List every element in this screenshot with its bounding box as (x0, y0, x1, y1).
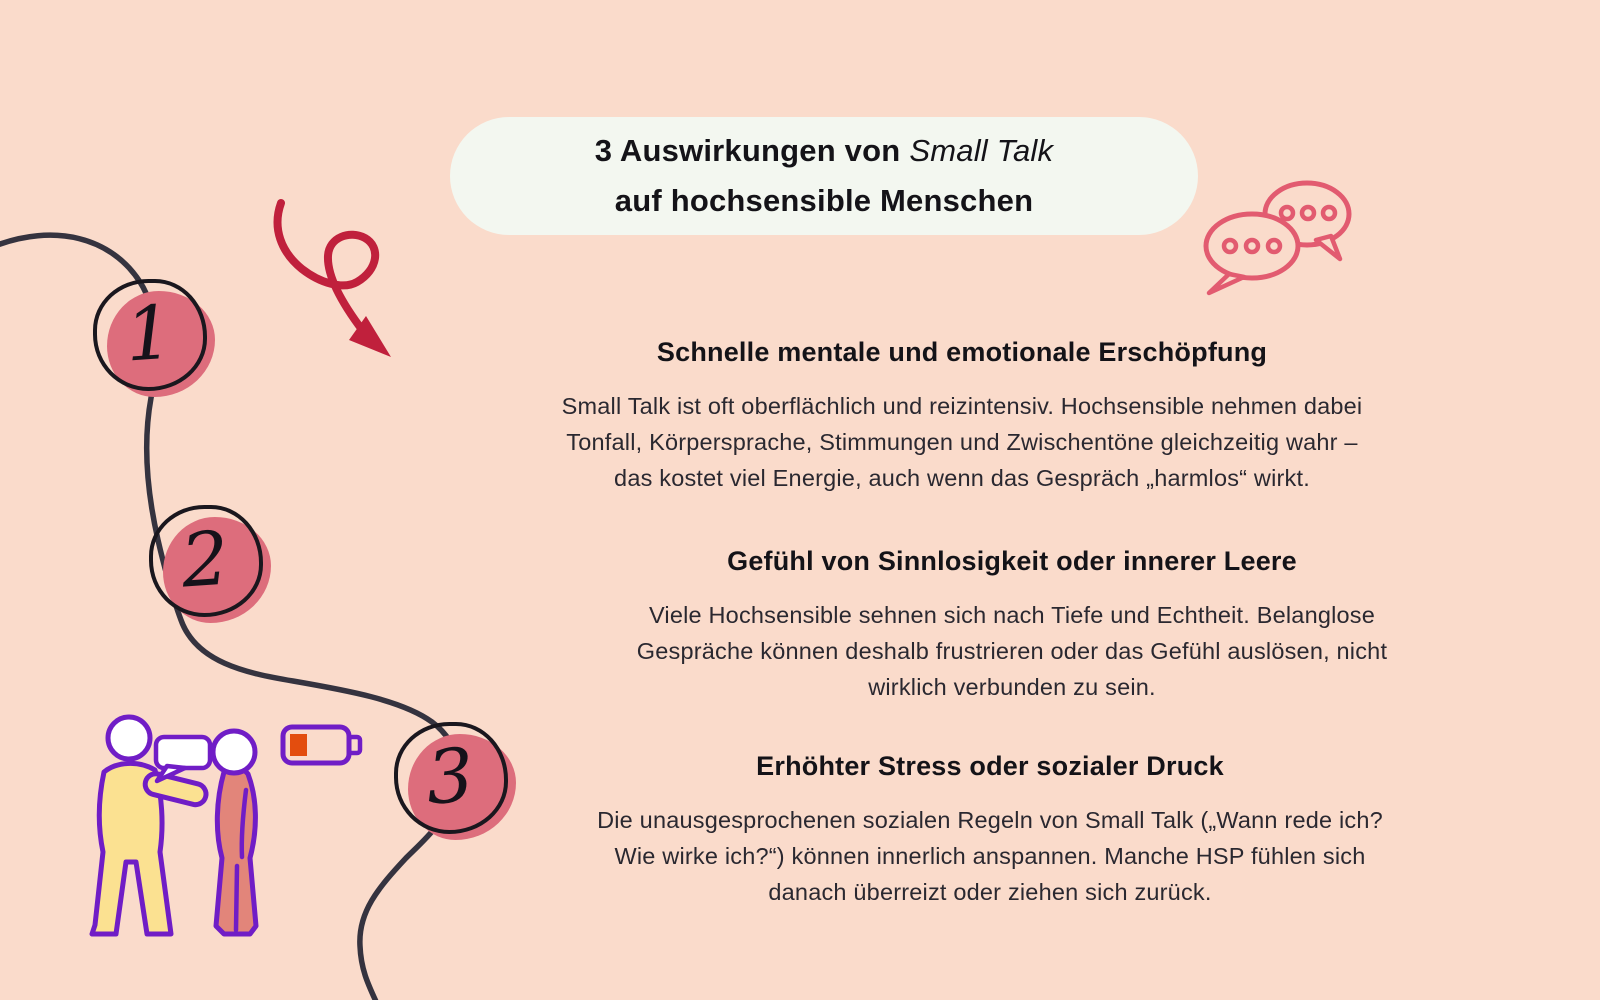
step-number: 2 (178, 515, 232, 605)
body-line: Viele Hochsensible sehnen sich nach Tiefe und Echtheit. Belanglose (648, 602, 1376, 628)
step-number: 1 (122, 289, 176, 379)
body-line: das kostet viel Energie, auch wenn das Gespräch „harmlos“ wirkt. (614, 465, 1310, 491)
body-line: Tonfall, Körpersprache, Stimmungen und Zwischentöne gleichzeitig wahr – (566, 429, 1358, 455)
body-line: danach überreizt oder ziehen sich zurück. (768, 879, 1212, 905)
title-text-bold: 3 Auswirkungen von (594, 133, 901, 168)
step-badge-1 (93, 279, 215, 399)
chat-bubble-left (1206, 214, 1298, 293)
section-heading: Schnelle mentale und emotionale Erschöpfung (656, 337, 1268, 367)
battery-charge (290, 734, 307, 756)
body-line: Gespräche können deshalb frustrieren oder das Gefühl auslösen, nicht (636, 638, 1388, 664)
title-line-1 (595, 126, 1053, 176)
body-line: Die unausgesprochenen sozialen Regeln von Small Talk („Wann rede ich? (597, 807, 1383, 833)
speech-bubbles-icon (1206, 183, 1349, 293)
section-1 (462, 335, 1462, 496)
step-number: 3 (423, 732, 477, 822)
low-battery-icon (283, 727, 360, 763)
title-pill (450, 117, 1198, 235)
speech-bubble-icon (156, 737, 210, 781)
curved-arrow-icon (278, 203, 391, 357)
body-line: wirklich verbunden zu sein. (868, 674, 1156, 700)
title-line-2: auf hochsensible Menschen (614, 183, 1034, 218)
section-heading: Gefühl von Sinnlosigkeit oder innerer Leere (727, 546, 1297, 576)
section-heading: Erhöhter Stress oder sozialer Druck (756, 751, 1224, 781)
people-illustration (92, 717, 360, 934)
person-listening (213, 731, 256, 934)
title-text-italic: Small Talk (909, 133, 1054, 168)
body-line: Small Talk ist oft oberflächlich und reizintensiv. Hochsensible nehmen dabei (561, 393, 1363, 419)
step-badge-2 (149, 505, 271, 625)
section-2 (512, 544, 1512, 705)
body-line: Wie wirke ich?“) können innerlich anspannen. Manche HSP fühlen sich (614, 843, 1366, 869)
section-3 (490, 749, 1490, 910)
